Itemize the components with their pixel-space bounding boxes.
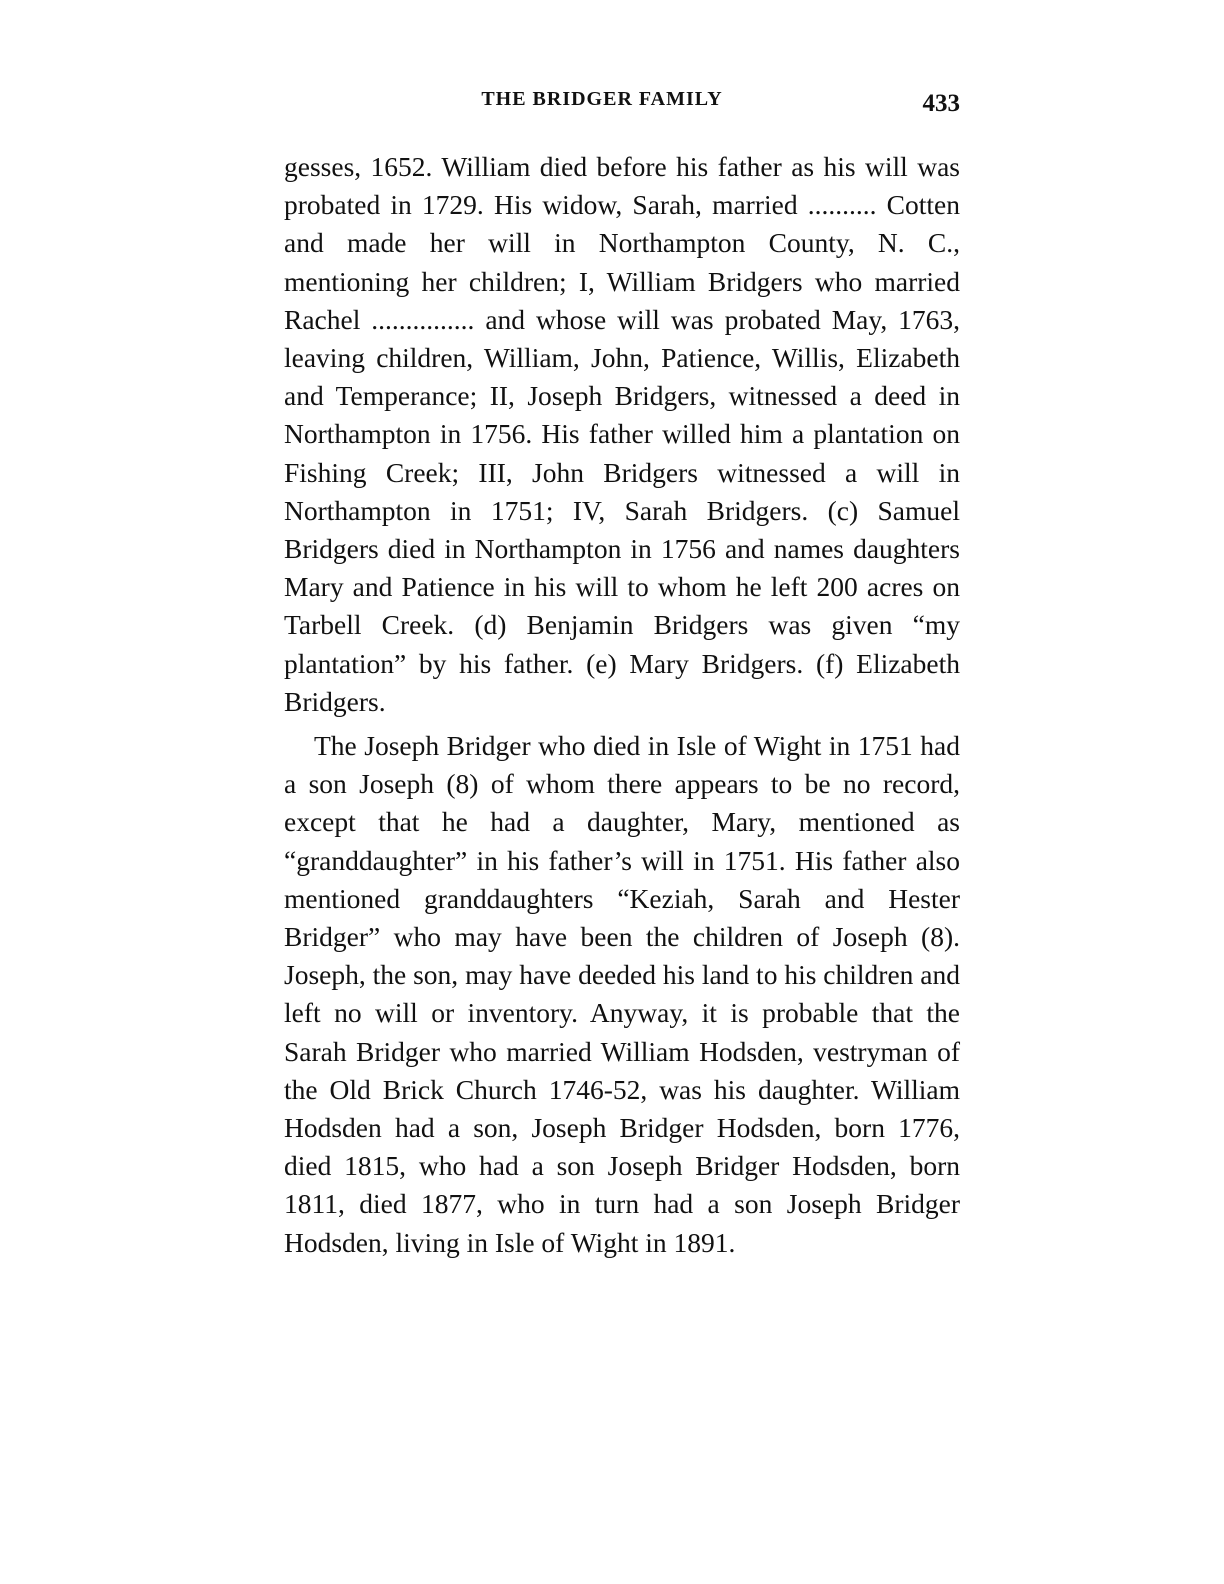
paragraph-joseph-bridger: The Joseph Bridger who died in Isle of Wight in 1751 had a son Joseph (8) of whom there appears to be no record, except that he had a daughter, Mary, mentioned as “granddaughter” in his father’s will in 1751. His father also mentioned granddaughters “Keziah, Sarah and Hester Bridger” who may have been the children of Joseph (8). Joseph, the son, may have deeded his land to his children and left no will or inventory. Anyway, it is probable that the Sarah Bridger who married William Hodsden, vestryman of the Old Brick Church 1746-52, was his daughter. William Hodsden had a son, Joseph Bridger Hodsden, born 1776, died 1815, who had a son Joseph Bridger Hodsden, born 1811, died 1877, who in turn had a son Joseph Bridger Hodsden, living in Isle of Wight in 1891.: [284, 730, 960, 1258]
running-head: [284, 88, 960, 122]
running-title: THE BRIDGER FAMILY: [481, 88, 723, 110]
paragraph-continuation: gesses, 1652. William died before his father as his will was probated in 1729. His widow, Sarah, married .......... Cotten and made her will in Northampton County, N. C., mentioning her children; I, William Bridgers who married Rachel ............... and whose will was probated May, 1763, leaving children, William, John, Patience, Willis, Elizabeth and Temperance; II, Joseph Bridgers, witnessed a deed in Northampton in 1756. His father willed him a plantation on Fishing Creek; III, John Bridgers witnessed a will in Northampton in 1751; IV, Sarah Bridgers. (c) Samuel Bridgers died in Northampton in 1756 and names daughters Mary and Patience in his will to whom he left 200 acres on Tarbell Creek. (d) Benjamin Bridgers was given “my plantation” by his father. (e) Mary Bridgers. (f) Elizabeth Bridgers.: [284, 151, 960, 717]
page-number: 433: [922, 90, 960, 117]
body-text: [284, 148, 960, 1262]
